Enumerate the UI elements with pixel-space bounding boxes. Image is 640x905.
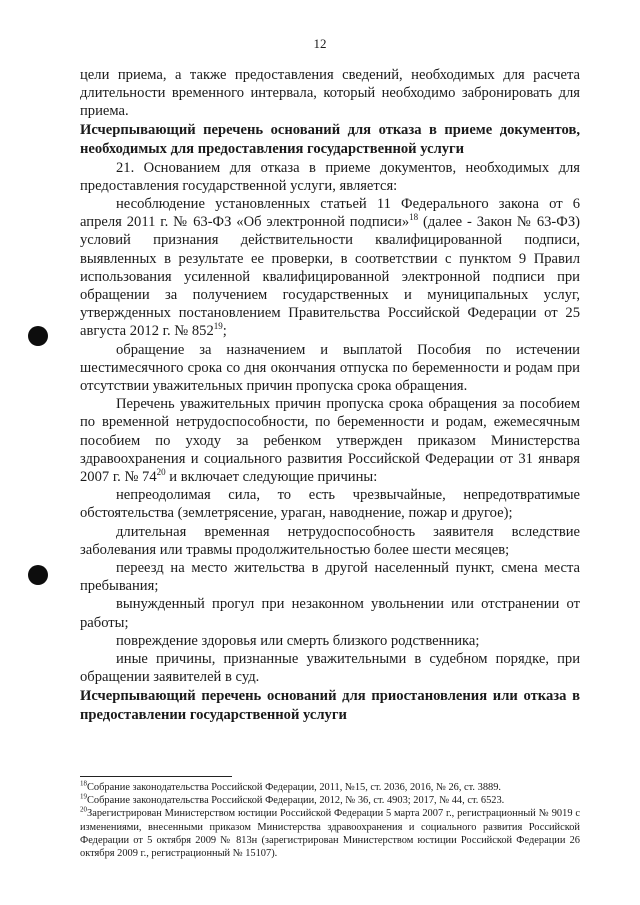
footnote-divider	[80, 776, 232, 777]
paragraph-21: 21. Основанием для отказа в приеме документов, необходимых для предоставления государственной услуги, является:	[80, 159, 580, 194]
page-number: 12	[313, 36, 327, 51]
footnote-ref-18: 18	[409, 212, 419, 223]
footnote-text: Собрание законодательства Российской Федерации, 2011, №15, ст. 2036, 2016, № 26, ст. 3889.	[87, 782, 501, 793]
section-heading-refusal-documents: Исчерпывающий перечень оснований для отказа в приеме документов, необходимых для предоставления государственной услуги	[80, 121, 580, 157]
footnote-text: Собрание законодательства Российской Федерации, 2012, № 36, ст. 4903; 2017, № 44, ст. 6523.	[87, 795, 505, 807]
footnote-ref-20: 20	[156, 467, 166, 478]
footnote-mark: 20	[80, 805, 87, 814]
paragraph-nonobservance	[80, 195, 580, 341]
reason-item: повреждение здоровья или смерть близкого родственника;	[116, 632, 480, 649]
paragraph-valid-reasons-list	[80, 395, 580, 486]
paragraph-nonobservance-part3: ;	[222, 323, 227, 340]
document-body	[80, 66, 580, 725]
footnote-18	[80, 781, 580, 794]
section-heading-suspension: Исчерпывающий перечень оснований для приостановления или отказа в предоставлении государственной услуги	[80, 687, 580, 723]
paragraph-valid-reasons-part2: и включает следующие причины:	[165, 469, 378, 486]
footnote-ref-19: 19	[213, 321, 223, 332]
paragraph-appeal-after-deadline: обращение за назначением и выплатой Пособия по истечении шестимесячного срока со дня окончания отпуска по беременности и родам при отсутствии уважительных причин пропуска срока обращения.	[80, 341, 580, 395]
paragraph-nonobservance-part1: несоблюдение установленных статьей 11 Федерального закона от 6 апреля 2011 г. № 63-ФЗ «Об электронной подписи»	[80, 196, 580, 231]
footnote-mark: 19	[80, 792, 87, 801]
punch-hole-lower	[28, 565, 48, 585]
footnotes	[80, 781, 580, 860]
reason-item: длительная временная нетрудоспособность заявителя вследствие заболевания или травмы продолжительностью более шести месяцев;	[80, 523, 580, 558]
reason-item: иные причины, признанные уважительными в судебном порядке, при обращении заявителей в суд.	[80, 651, 580, 686]
footnote-text: Зарегистрирован Министерством юстиции Российской Федерации 5 марта 2007 г., регистрационный № 9019 с изменениями, внесенными приказом Министерства здравоохранения и социального развития Российской Федерации от 5 октября 2009 № 813н (зарегистрирован Министерством юстиции Российской Федерации 26 октября 2009 г., регистрационный № 15107).	[80, 808, 580, 860]
footnote-19	[80, 794, 580, 807]
punch-hole-upper	[28, 326, 48, 346]
reason-item: вынужденный прогул при незаконном увольнении или отстранении от работы;	[80, 596, 580, 631]
paragraph-valid-reasons-part1: Перечень уважительных причин пропуска срока обращения за пособием по временной нетрудоспособности, по беременности и родам, ежемесячным пособием по уходу за ребенком утвержден приказом Министерства здравоохранения и социального развития Российской Федерации от 31 января 2007 г. № 74	[80, 396, 580, 486]
footnote-20	[80, 807, 580, 860]
reason-item: непреодолимая сила, то есть чрезвычайные, непредотвратимые обстоятельства (землетрясение, ураган, наводнение, пожар и другое);	[80, 487, 580, 522]
reason-item: переезд на место жительства в другой населенный пункт, смена места пребывания;	[80, 560, 580, 595]
footnote-mark: 18	[80, 779, 87, 788]
intro-paragraph: цели приема, а также предоставления сведений, необходимых для расчета длительности временного интервала, который необходимо забронировать для приема.	[80, 67, 580, 120]
paragraph-nonobservance-part2: (далее - Закон № 63-ФЗ) условий признания действительности квалифицированной подписи, выявленных в результате ее проверки, в соответствии с пунктом 9 Правил использования усиленной квалифицированной электронной подписи при обращении за получением государственных и муниципальных услуг, утвержденных постановлением Правительства Российской Федерации от 25 августа 2012 г. № 852	[80, 214, 580, 340]
